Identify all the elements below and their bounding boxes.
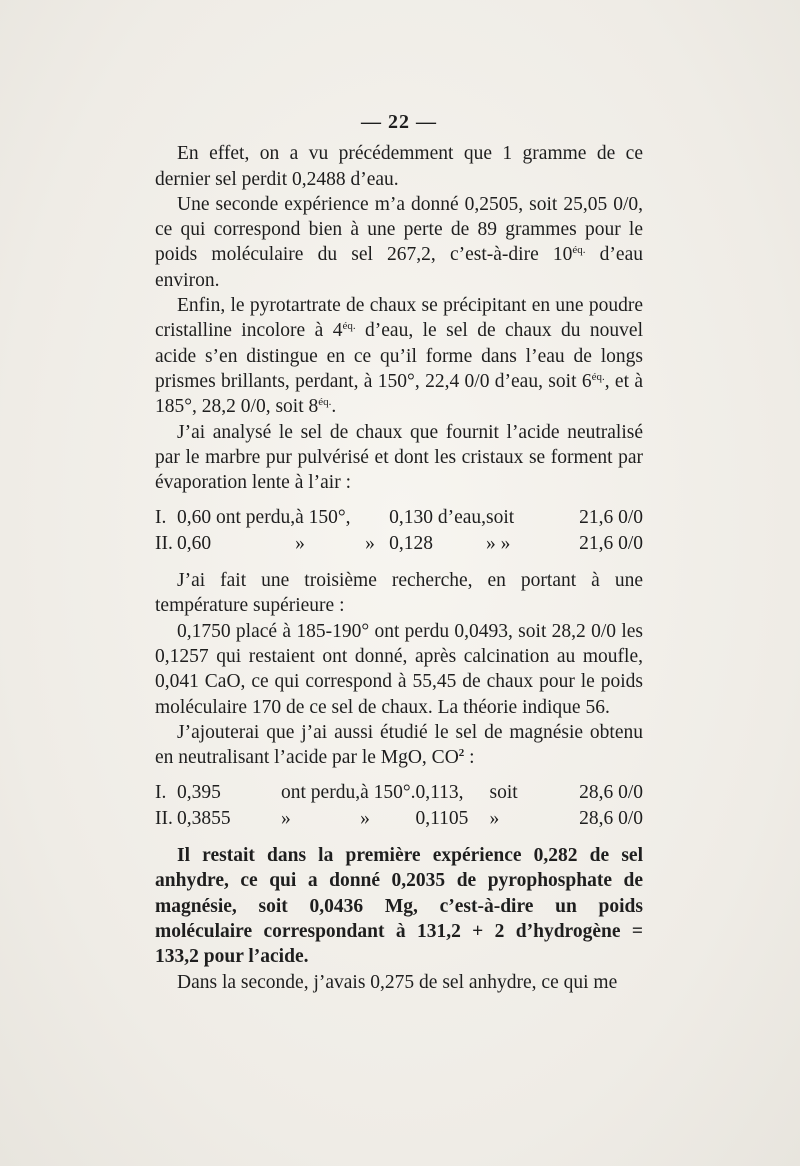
table-cell: »	[365, 532, 375, 554]
table-cell: » »	[486, 532, 511, 554]
results-table-2	[155, 780, 643, 831]
table-cell: à 150°,	[295, 507, 351, 529]
paragraph-text: Dans la seconde, j’avais 0,275 de sel anhydre, ce qui me	[177, 971, 618, 993]
table-cell: 0,113,	[415, 782, 464, 804]
table-cell: 21,6 0/0	[579, 532, 643, 554]
table-cell: 0,395	[177, 782, 221, 804]
paragraph-text: d’eau environ.	[155, 244, 643, 291]
table-cell: 0,128	[389, 532, 433, 554]
table-row	[155, 505, 643, 530]
table-cell: »	[360, 807, 370, 829]
paragraph-text: :	[464, 747, 475, 769]
page-number: — 22 —	[361, 111, 437, 133]
table-cell: à 150°.	[360, 782, 416, 804]
table-row	[155, 806, 643, 831]
table-cell: II.	[155, 807, 173, 829]
paragraph	[155, 141, 643, 192]
paragraph	[155, 420, 643, 496]
table-cell: »	[281, 807, 291, 829]
table-cell: 0,3855	[177, 807, 231, 829]
table-cell: soit	[486, 507, 515, 529]
paragraph-text: J’ai analysé le sel de chaux que fournit l’acide neutralisé par le marbre pur pulvérisé et dont les cristaux se forment par évaporation lente à l’air :	[155, 421, 643, 494]
table-cell: soit	[489, 782, 518, 804]
table-cell: I.	[155, 507, 167, 529]
superscript: éq.	[342, 320, 356, 333]
superscript: 2	[458, 747, 465, 760]
table-cell: »	[489, 807, 500, 829]
table-cell: II.	[155, 532, 173, 554]
paragraph	[155, 843, 643, 969]
paragraph	[155, 720, 643, 771]
superscript: éq.	[318, 396, 332, 409]
table-cell: 0,60	[177, 532, 212, 554]
paragraph-text: d’eau, le sel de chaux du nouvel acide s’en distingue en ce qu’il forme dans l’eau de longs prismes brillants, perdant, à 150°, 22,4 0/0 d’eau, soit 6	[155, 320, 643, 392]
paragraph-text: Il restait dans la première expérience 0,282 de sel anhydre, ce qui a donné 0,2035 de pyrophosphate de magnésie, soit 0,0436 Mg, c’est-à-dire un poids moléculaire correspondant à 131,2 + 2 d’hydrogène = 133,2 pour l’acide.	[155, 845, 643, 968]
paragraph	[155, 970, 643, 995]
text-block	[155, 110, 643, 995]
table-row	[155, 780, 643, 805]
paragraph-text: Enfin, le pyrotartrate de chaux se précipitant en une poudre cristalline incolore à 4	[155, 295, 643, 342]
table-cell: 21,6 0/0	[579, 507, 643, 529]
table-cell: I.	[155, 782, 167, 804]
table-row	[155, 531, 643, 556]
table-cell: ont perdu,	[281, 782, 361, 804]
paragraph	[155, 192, 643, 293]
paragraph	[155, 619, 643, 720]
table-cell: 0,60 ont perdu,	[177, 507, 296, 529]
table-cell: 0,1105	[415, 807, 469, 829]
paragraph-text: J’ai fait une troisième recherche, en portant à une température supérieure :	[155, 570, 643, 617]
superscript: éq.	[572, 244, 586, 257]
table-cell: 28,6 0/0	[579, 807, 643, 829]
paragraph-text: Une seconde expérience m’a donné 0,2505, soit 25,05 0/0, ce qui correspond bien à une perte de 89 grammes pour le poids moléculaire du sel 267,2, c’est-à-dire 10	[155, 193, 643, 266]
paragraph-text: En effet, on a vu précédemment que 1 gramme de ce dernier sel perdit 0,2488 d’eau.	[155, 143, 643, 190]
paragraph-text: J’ajouterai que j’ai aussi étudié le sel de magnésie obtenu en neutralisant l’acide par le MgO, CO	[155, 721, 643, 769]
superscript: éq.	[591, 370, 605, 383]
paragraph	[155, 568, 643, 619]
paragraph	[155, 293, 643, 419]
table-cell	[365, 505, 389, 530]
results-table-1	[155, 505, 643, 556]
paragraph-text: .	[331, 396, 337, 418]
table-cell: 0,130 d’eau,	[389, 507, 487, 529]
table-cell: »	[295, 532, 305, 554]
paragraph-text: , et à 185°, 28,2 0/0, soit 8	[155, 370, 644, 418]
table-cell: 28,6 0/0	[579, 782, 643, 804]
paragraph-text: 0,1750 placé à 185-190° ont perdu 0,0493, soit 28,2 0/0 les 0,1257 qui restaient ont donné, après calcination au moufle, 0,041 CaO, ce qui correspond à 55,45 de chaux pour le poids moléculaire 170 de ce sel de chaux. La théorie indique 56.	[155, 620, 643, 718]
